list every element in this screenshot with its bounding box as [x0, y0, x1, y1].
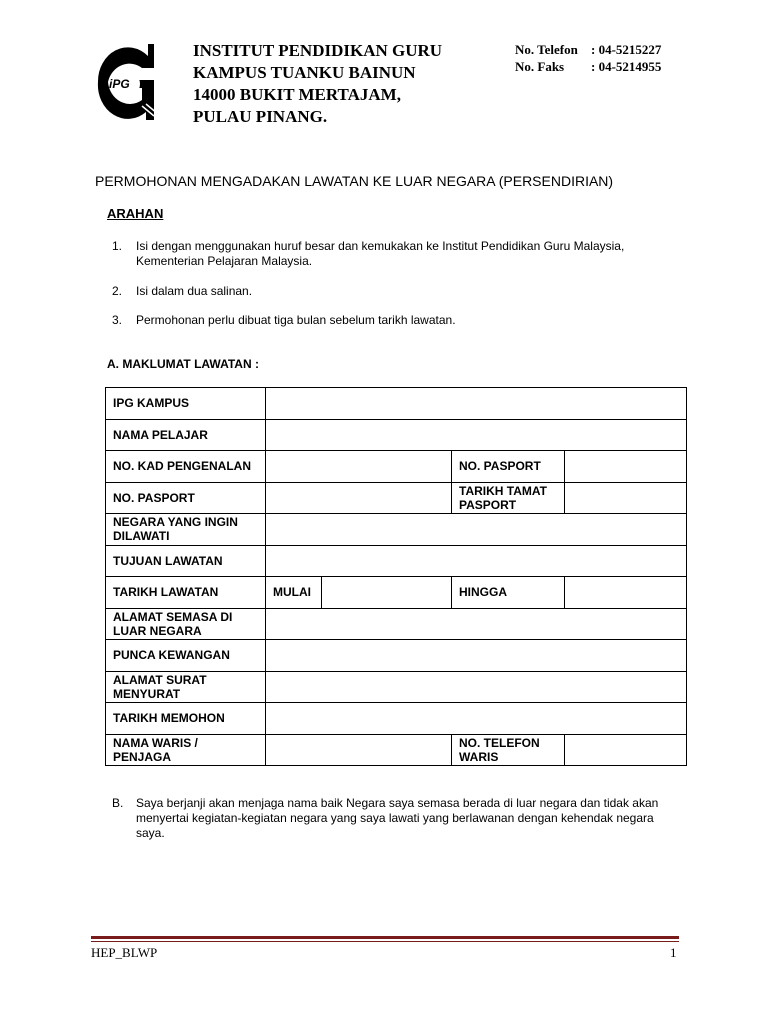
ipg-logo [92, 44, 160, 120]
nama-pelajar-field[interactable] [266, 419, 687, 451]
arahan-heading: ARAHAN [107, 206, 164, 221]
no-pasport-right-label: NO. PASPORT [452, 451, 565, 483]
punca-kewangan-field[interactable] [266, 640, 687, 672]
table-row [106, 545, 687, 577]
table-row [106, 608, 687, 640]
institute-line: PULAU PINANG. [193, 107, 328, 126]
table-row [106, 482, 687, 514]
contact-info [515, 41, 661, 75]
mulai-field[interactable] [322, 577, 452, 609]
hingga-label: HINGGA [452, 577, 565, 609]
alamat-semasa-label: ALAMAT SEMASA DI LUAR NEGARA [106, 608, 266, 640]
table-row [106, 640, 687, 672]
alamat-semasa-field[interactable] [266, 608, 687, 640]
tujuan-lawatan-field[interactable] [266, 545, 687, 577]
section-a-title: A. MAKLUMAT LAWATAN : [107, 357, 259, 371]
institute-line: 14000 BUKIT MERTAJAM, [193, 85, 401, 104]
footer-divider [91, 936, 679, 939]
ipg-kampus-field[interactable] [266, 388, 687, 420]
tarikh-tamat-pasport-label: TARIKH TAMAT PASPORT [452, 482, 565, 514]
nama-waris-field[interactable] [266, 734, 452, 766]
instruction-item [112, 284, 672, 299]
telefon-label: No. Telefon [515, 42, 578, 57]
alamat-surat-field[interactable] [266, 671, 687, 703]
punca-kewangan-label: PUNCA KEWANGAN [106, 640, 266, 672]
instruction-item [112, 313, 672, 328]
instruction-item [112, 239, 672, 269]
table-row [106, 577, 687, 609]
table-row [106, 451, 687, 483]
maklumat-lawatan-table [105, 387, 687, 766]
instruction-text: Isi dengan menggunakan huruf besar dan kemukakan ke Institut Pendidikan Guru Malaysia, Kementerian Pelajaran Malaysia. [136, 239, 625, 268]
instruction-number: 1. [112, 239, 123, 253]
instruction-number: 2. [112, 284, 123, 298]
nama-waris-label: NAMA WARIS / PENJAGA [106, 734, 266, 766]
instruction-text: Isi dalam dua salinan. [136, 284, 253, 298]
faks-label: No. Faks [515, 59, 565, 74]
instruction-number: 3. [112, 313, 123, 327]
telefon-value: : 04-5215227 [591, 42, 662, 57]
table-row [106, 703, 687, 735]
footer-divider [91, 941, 679, 942]
tarikh-tamat-pasport-field[interactable] [565, 482, 687, 514]
hingga-field[interactable] [565, 577, 687, 609]
ipg-kampus-label: IPG KAMPUS [106, 388, 266, 420]
no-pasport-field[interactable] [266, 482, 452, 514]
tarikh-lawatan-label: TARIKH LAWATAN [106, 577, 266, 609]
page-number: 1 [670, 945, 677, 960]
table-row [106, 388, 687, 420]
table-row [106, 419, 687, 451]
footer-code: HEP_BLWP [91, 945, 158, 960]
section-b-number: B. [112, 796, 124, 810]
no-kad-pengenalan-label: NO. KAD PENGENALAN [106, 451, 266, 483]
no-pasport-right-field[interactable] [565, 451, 687, 483]
faks-value: : 04-5214955 [591, 59, 662, 74]
alamat-surat-label: ALAMAT SURAT MENYURAT [106, 671, 266, 703]
mulai-label: MULAI [266, 577, 322, 609]
section-b [112, 796, 672, 841]
tarikh-memohon-label: TARIKH MEMOHON [106, 703, 266, 735]
section-b-text: Saya berjanji akan menjaga nama baik Negara saya semasa berada di luar negara dan tidak akan menyertai kegiatan-kegiatan negara yang saya lawati yang berlawanan dengan kehendak negara saya. [136, 796, 659, 840]
form-title: PERMOHONAN MENGADAKAN LAWATAN KE LUAR NEGARA (PERSENDIRIAN) [95, 173, 614, 189]
no-telefon-waris-field[interactable] [565, 734, 687, 766]
tarikh-memohon-field[interactable] [266, 703, 687, 735]
table-row [106, 671, 687, 703]
institute-address [193, 40, 442, 128]
negara-field[interactable] [266, 514, 687, 546]
nama-pelajar-label: NAMA PELAJAR [106, 419, 266, 451]
institute-line: INSTITUT PENDIDIKAN GURU [193, 41, 443, 60]
instruction-text: Permohonan perlu dibuat tiga bulan sebelum tarikh lawatan. [136, 313, 456, 327]
table-row [106, 734, 687, 766]
svg-text:iPG: iPG [109, 77, 130, 91]
no-pasport-label: NO. PASPORT [106, 482, 266, 514]
tujuan-lawatan-label: TUJUAN LAWATAN [106, 545, 266, 577]
table-row [106, 514, 687, 546]
institute-line: KAMPUS TUANKU BAINUN [193, 63, 416, 82]
no-telefon-waris-label: NO. TELEFON WARIS [452, 734, 565, 766]
no-kad-pengenalan-field[interactable] [266, 451, 452, 483]
negara-label: NEGARA YANG INGIN DILAWATI [106, 514, 266, 546]
